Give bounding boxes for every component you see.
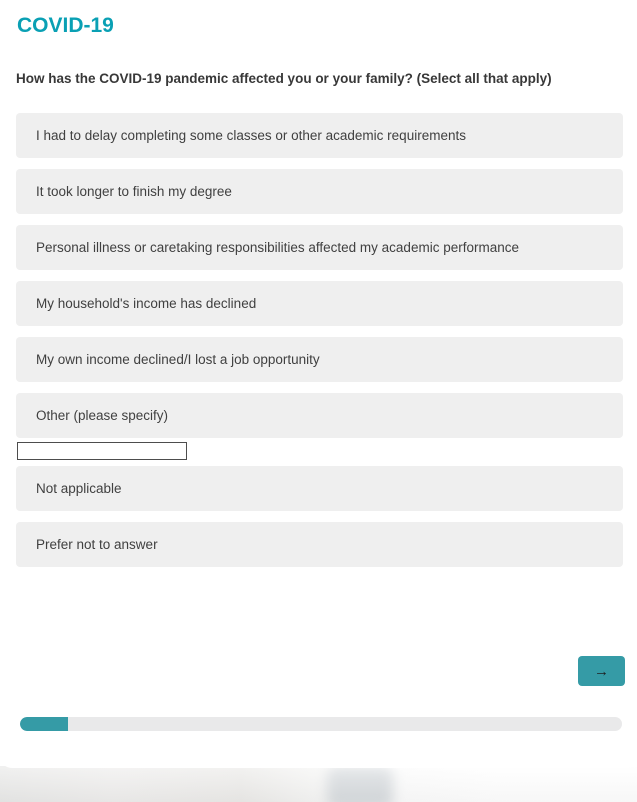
next-button[interactable] (578, 656, 625, 686)
progress-bar (20, 717, 622, 731)
option-label: Not applicable (36, 481, 122, 496)
option-personal-illness[interactable] (16, 225, 623, 270)
option-other[interactable] (16, 393, 623, 438)
option-not-applicable[interactable] (16, 466, 623, 511)
background-photo-strip (0, 766, 637, 802)
option-label: My own income declined/I lost a job opportunity (36, 352, 320, 367)
option-label: Prefer not to answer (36, 537, 158, 552)
option-label: Other (please specify) (36, 408, 169, 423)
option-label: My household's income has declined (36, 296, 257, 311)
option-delay-classes[interactable] (16, 113, 623, 158)
question-text: How has the COVID-19 pandemic affected you or your family? (Select all that apply) (16, 71, 552, 86)
option-longer-degree[interactable] (16, 169, 623, 214)
survey-title: COVID-19 (17, 14, 114, 37)
option-label: It took longer to finish my degree (36, 184, 232, 199)
option-household-income[interactable] (16, 281, 623, 326)
option-label: Personal illness or caretaking responsibilities affected my academic performance (36, 240, 519, 255)
progress-fill (20, 717, 68, 731)
option-label: I had to delay completing some classes or other academic requirements (36, 128, 466, 143)
background-photo-blob (327, 766, 393, 802)
arrow-right-icon: → (594, 662, 609, 680)
option-prefer-not-answer[interactable] (16, 522, 623, 567)
option-own-income[interactable] (16, 337, 623, 382)
other-text-input[interactable] (17, 442, 187, 460)
options-list (16, 113, 623, 578)
